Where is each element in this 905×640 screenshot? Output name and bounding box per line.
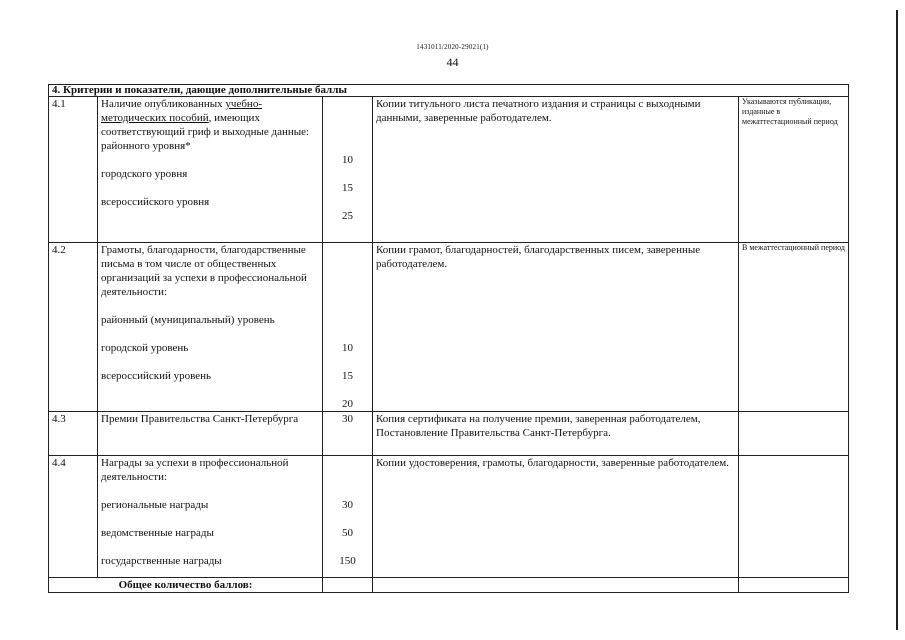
points-value: 15: [342, 370, 353, 382]
points-value: 10: [342, 154, 353, 166]
note-cell: Указываются публикации, изданные в межаттестационный период: [739, 97, 849, 243]
criterion-cell: [98, 243, 323, 412]
total-note-cell: [739, 578, 849, 593]
document-id: 1431011/2020-29021(1): [416, 43, 489, 51]
total-docs-cell: [373, 578, 739, 593]
level-label: районный (муниципальный) уровень: [101, 314, 275, 326]
points-value: 15: [342, 182, 353, 194]
total-label: Общее количество баллов:: [49, 578, 323, 593]
documents-cell: Копии грамот, благодарностей, благодарственных писем, заверенные работодателем.: [373, 243, 739, 412]
table-row-4-1: [49, 97, 849, 243]
total-points-cell: [323, 578, 373, 593]
note-cell: [739, 456, 849, 578]
level-label: ведомственные награды: [101, 527, 214, 539]
table-row-4-4: [49, 456, 849, 578]
points-value: 50: [342, 527, 353, 539]
row-number: 4.2: [49, 243, 98, 412]
criterion-text: Грамоты, благодарности, благодарственные письма в том числе от общественных организаций за успехи в профессиональной деятельности:: [101, 244, 307, 298]
criterion-text: Наличие опубликованных учебно-методических пособий, имеющих соответствующий гриф и выходные данные:: [101, 98, 310, 138]
row-number: 4.4: [49, 456, 98, 578]
points-value: 30: [342, 413, 353, 425]
level-label: районного уровня*: [101, 140, 191, 152]
points-value: 30: [342, 499, 353, 511]
criteria-table: [48, 84, 849, 593]
section-title: 4. Критерии и показатели, дающие дополнительные баллы: [49, 85, 849, 97]
level-label: всероссийский уровень: [101, 370, 212, 382]
documents-cell: Копия сертификата на получение премии, заверенная работодателем, Постановление Правительства Санкт-Петербурга.: [373, 412, 739, 456]
note-cell: [739, 412, 849, 456]
points-value: 25: [342, 210, 353, 222]
level-label: всероссийского уровня: [101, 196, 210, 208]
points-value: 20: [342, 398, 353, 410]
level-label: государственные награды: [101, 555, 222, 567]
documents-cell: Копии удостоверения, грамоты, благодарности, заверенные работодателем.: [373, 456, 739, 578]
documents-cell: Копии титульного листа печатного издания и страницы с выходными данными, заверенные работодателем.: [373, 97, 739, 243]
level-label: городской уровень: [101, 342, 189, 354]
criterion-cell: [98, 456, 323, 578]
level-label: городского уровня: [101, 168, 188, 180]
points-cell: [323, 243, 373, 412]
criterion-cell: [98, 97, 323, 243]
criterion-text: Награды за успехи в профессиональной деятельности:: [101, 457, 289, 483]
scan-edge-line: [896, 10, 898, 630]
level-label: региональные награды: [101, 499, 209, 511]
criterion-underlined: учебно-методических пособий: [101, 98, 262, 124]
row-number: 4.3: [49, 412, 98, 456]
table-row-4-3: [49, 412, 849, 456]
row-number: 4.1: [49, 97, 98, 243]
points-value: 10: [342, 342, 353, 354]
points-cell: [323, 412, 373, 456]
note-cell: В межаттестационный период: [739, 243, 849, 412]
points-value: 150: [339, 555, 356, 567]
page-number: 44: [446, 55, 459, 69]
total-row: [49, 578, 849, 593]
section-title-row: [49, 85, 849, 97]
criterion-cell: Премии Правительства Санкт-Петербурга: [98, 412, 323, 456]
points-cell: [323, 456, 373, 578]
table-row-4-2: [49, 243, 849, 412]
points-cell: [323, 97, 373, 243]
